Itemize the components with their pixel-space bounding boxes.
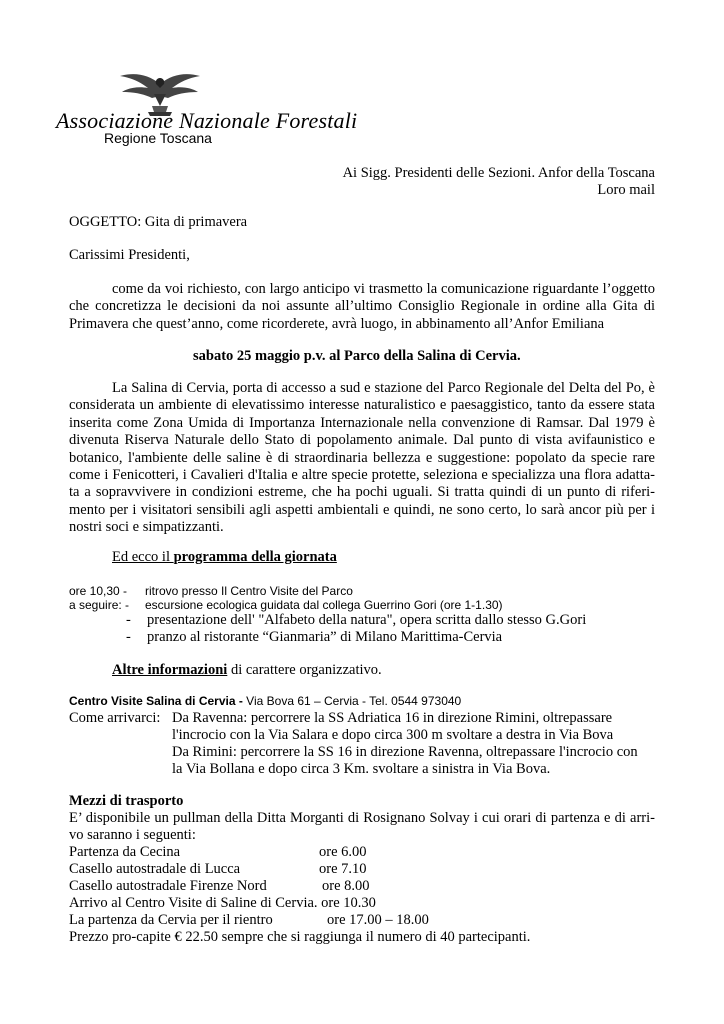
program-bullet: - <box>126 629 131 645</box>
schedule-place: Partenza da Cecina <box>69 844 181 860</box>
description-line: ta a sopravvivere in condizioni estreme, che ha pochi uguali. Si tratta quindi di un punto di riferi- <box>69 484 655 501</box>
description-line: La Salina di Cervia, porta di accesso a sud e stazione del Parco Regionale del Delta del Po, è <box>112 380 655 396</box>
program-item-2: escursione ecologica guidata dal collega Guerrino Gori (ore 1-1.30) <box>145 598 503 612</box>
subject-line: OGGETTO: Gita di primavera <box>69 214 248 230</box>
schedule-place: Casello autostradale Firenze Nord <box>69 878 267 894</box>
program-time-2: a seguire: - <box>69 598 130 612</box>
intro-paragraph <box>69 281 655 333</box>
recipient-line-2: Loro mail <box>597 182 655 198</box>
program-time-1: ore 10,30 - <box>69 584 128 598</box>
description-line: considerata un ambiente di elevatissimo interesse naturalistico e paesaggistico, tanto da essere stata <box>69 397 655 414</box>
transport-intro-line: E’ disponibile un pullman della Ditta Morganti di Rosignano Solvay i cui orari di partenza e di arri- <box>69 810 655 826</box>
directions-label: Come arrivarci: <box>69 710 161 726</box>
intro-line: come da voi richiesto, con largo anticipo vi trasmetto la comunicazione riguardante l’oggetto <box>112 281 655 297</box>
program-bullet: - <box>126 612 131 628</box>
directions-line: l'incrocio con la Via Salara e dopo circa 300 m svoltare a destra in Via Bova <box>172 727 614 743</box>
description-line: come i Fenicotteri, i Cavalieri d'Italia e altre specie protette, seleziona e specializza una flora adatta- <box>69 467 655 484</box>
schedule-time: ore 7.10 <box>319 861 367 877</box>
return-place: La partenza da Cervia per il rientro <box>69 912 273 928</box>
center-address: Centro Visite Salina di Cervia - Via Bova 61 – Cervia - Tel. 0544 973040 <box>69 694 462 708</box>
schedule-time: ore 6.00 <box>319 844 367 860</box>
recipient-line-1: Ai Sigg. Presidenti delle Sezioni. Anfor della Toscana <box>342 165 655 181</box>
event-line: sabato 25 maggio p.v. al Parco della Salina di Cervia. <box>193 348 521 364</box>
info-heading: Altre informazioni di carattere organizzativo. <box>112 662 382 678</box>
org-name: Associazione Nazionale Forestali <box>56 108 358 133</box>
intro-line: Primavera che quest’anno, come ricorderete, avrà luogo, in abbinamento all’Anfor Emiliana <box>69 315 605 332</box>
description-paragraph <box>69 380 655 537</box>
program-heading: Ed ecco il programma della giornata <box>112 549 337 565</box>
directions-line: Da Rimini: percorrere la SS 16 in direzione Ravenna, oltrepassare l'incrocio con <box>172 744 638 760</box>
description-line: mento per i visitatori sensibili agli aspetti ambientali e quindi, ne sono certo, lo sarà ancor più per i <box>69 501 655 518</box>
intro-line: che concretizza le decisioni da noi assunte all’ultimo Consiglio Regionale in ordine alla Gita di <box>69 298 655 315</box>
letterhead <box>0 0 724 160</box>
description-line: divenuta Riserva Naturale dello Stato di popolamento animale. Dal punto di vista avifaunistico e <box>69 432 655 449</box>
schedule-place: Casello autostradale di Lucca <box>69 861 241 877</box>
transport-intro-line: vo saranno i seguenti: <box>69 827 196 844</box>
program-item-4: pranzo al ristorante “Gianmaria” di Milano Marittima-Cervia <box>147 629 503 645</box>
program-item-1: ritrovo presso Il Centro Visite del Parco <box>145 584 353 598</box>
salutation: Carissimi Presidenti, <box>69 247 190 263</box>
description-line: inserita come Zona Umida di Importanza Internazionale nella convenzione di Ramsar. Dal 1979 è <box>69 414 655 431</box>
description-line: nostri soci e simpatizzanti. <box>69 519 224 536</box>
transport-intro <box>69 810 655 845</box>
directions-line: Da Ravenna: percorrere la SS Adriatica 16 in direzione Rimini, oltrepassare <box>172 710 613 726</box>
price-line: Prezzo pro-capite € 22.50 sempre che si raggiunga il numero di 40 partecipanti. <box>69 929 531 945</box>
return-time: ore 17.00 – 18.00 <box>327 912 429 928</box>
schedule-time: ore 8.00 <box>322 878 370 894</box>
transport-heading: Mezzi di trasporto <box>69 793 184 809</box>
program-item-3: presentazione dell' "Alfabeto della natura", opera scritta dallo stesso G.Gori <box>147 612 587 628</box>
arrival-line: Arrivo al Centro Visite di Saline di Cervia. ore 10.30 <box>69 895 376 911</box>
directions-line: la Via Bollana e dopo circa 3 Km. svoltare a sinistra in Via Bova. <box>172 761 551 777</box>
description-line: botanico, l'ambiente delle saline è di straordinaria bellezza e suggestione: popolato da specie rare <box>69 449 655 466</box>
region-name: Regione Toscana <box>104 130 212 146</box>
